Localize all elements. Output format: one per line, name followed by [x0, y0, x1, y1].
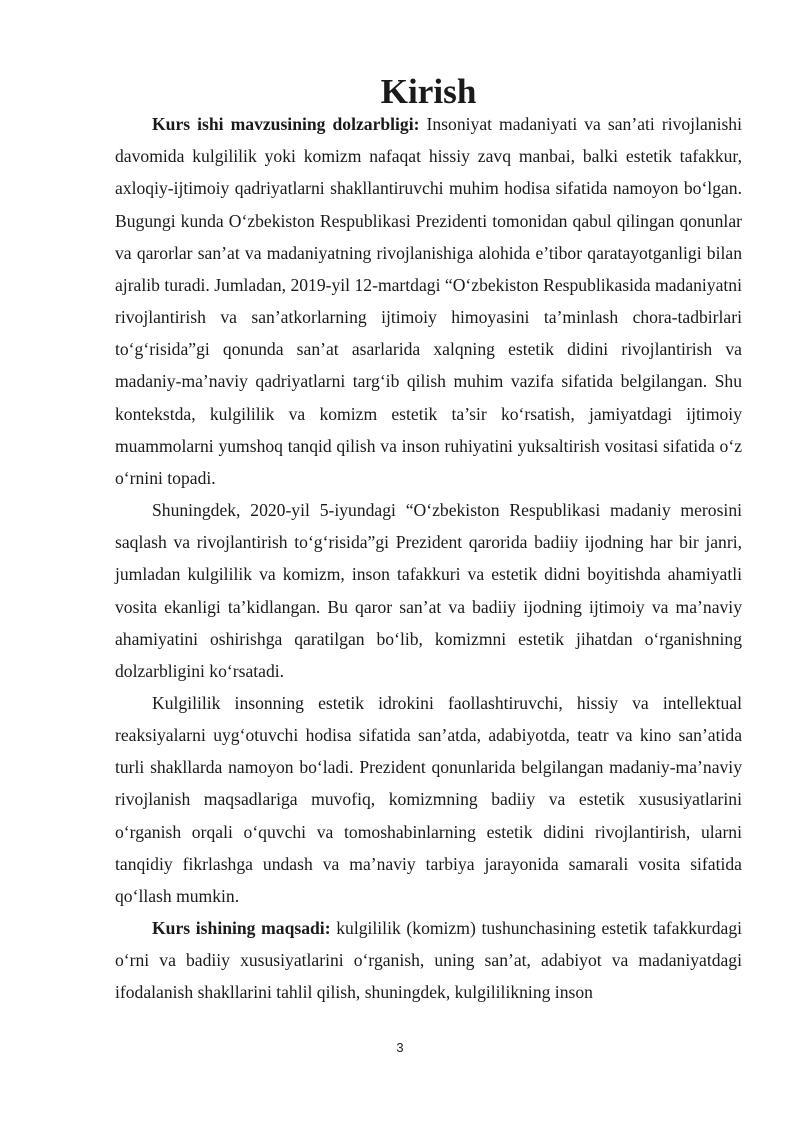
paragraph-lead: Kurs ishining maqsadi: — [152, 918, 331, 939]
paragraph-text: Shuningdek, 2020-yil 5-iyundagi “O‘zbekiston Respublikasi madaniy merosini saqlash va rivojlantirish to‘g‘risida”gi Prezident qarorida badiiy ijodning har bir janri, jumladan kulgililik va komizm, inson tafakkuri va estetik didni boyitishda ahamiyatli vosita ekanligi ta’kidlangan. Bu qaror san’at va badiiy ijodning ijtimoiy va ma’naviy ahamiyatini oshirishga qaratilgan bo‘lib, komizmni estetik jihatdan o‘rganishning dolzarbligini ko‘rsatadi. — [115, 500, 742, 681]
paragraph-text: kulgililik (komizm) tushunchasining estetik tafakkurdagi o‘rni va badiiy xususiyatlarini o‘rganish, uning san’at, adabiyot va madaniyatdagi ifodalanish shakllarini tahlil qilish, shuningdek, kulgililikning inson — [115, 918, 743, 1003]
paragraph-goal — [115, 912, 742, 1008]
paragraph-relevance — [115, 108, 742, 494]
paragraph-text: Insoniyat madaniyati va san’ati rivojlanishi davomida kulgililik yoki komizm nafaqat hissiy zavq manbai, balki estetik tafakkur, axloqiy-ijtimoiy qadriyatlarni shakllantiruvchi muhim hodisa sifatida namoyon bo‘lgan. Bugungi kunda O‘zbekiston Respublikasi Prezidenti tomonidan qabul qilingan qonunlar va qarorlar san’at va madaniyatning rivojlanishiga alohida e’tibor qaratayotganligi bilan ajralib turadi. Jumladan, 2019-yil 12-martdagi “O‘zbekiston Respublikasida madaniyatni rivojlantirish va san’atkorlarning ijtimoiy himoyasini ta’minlash chora-tadbirlari to‘g‘risida”gi qonunda san’at asarlarida xalqning estetik didini rivojlantirish va madaniy-ma’naviy qadriyatlarni targ‘ib qilish muhim vazifa sifatida belgilangan. Shu kontekstda, kulgililik va komizm estetik ta’sir ko‘rsatish, jamiyatdagi ijtimoiy muammolarni yumshoq tanqid qilish va inson ruhiyatini yuksaltirish vositasi sifatida o‘z o‘rnini topadi. — [115, 114, 742, 488]
section-title: Kirish — [380, 72, 477, 111]
page-number: 3 — [396, 1040, 404, 1055]
paragraph-humor — [115, 687, 742, 912]
paragraph-decree-2020 — [115, 494, 742, 687]
paragraph-lead: Kurs ishi mavzusining dolzarbligi: — [152, 114, 420, 135]
page-content — [115, 72, 743, 1009]
paragraph-text: Kulgililik insonning estetik idrokini faollashtiruvchi, hissiy va intellektual reaksiyalarni uyg‘otuvchi hodisa sifatida san’atda, adabiyotda, teatr va kino san’atida turli shakllarda namoyon bo‘ladi. Prezident qonunlarida belgilangan madaniy-ma’naviy rivojlanish maqsadlariga muvofiq, komizmning badiiy va estetik xususiyatlarini o‘rganish orqali o‘quvchi va tomoshabinlarning estetik didini rivojlantirish, ularni tanqidiy fikrlashga undash va ma’naviy tarbiya jarayonida samarali vosita sifatida qo‘llash mumkin. — [115, 692, 742, 906]
